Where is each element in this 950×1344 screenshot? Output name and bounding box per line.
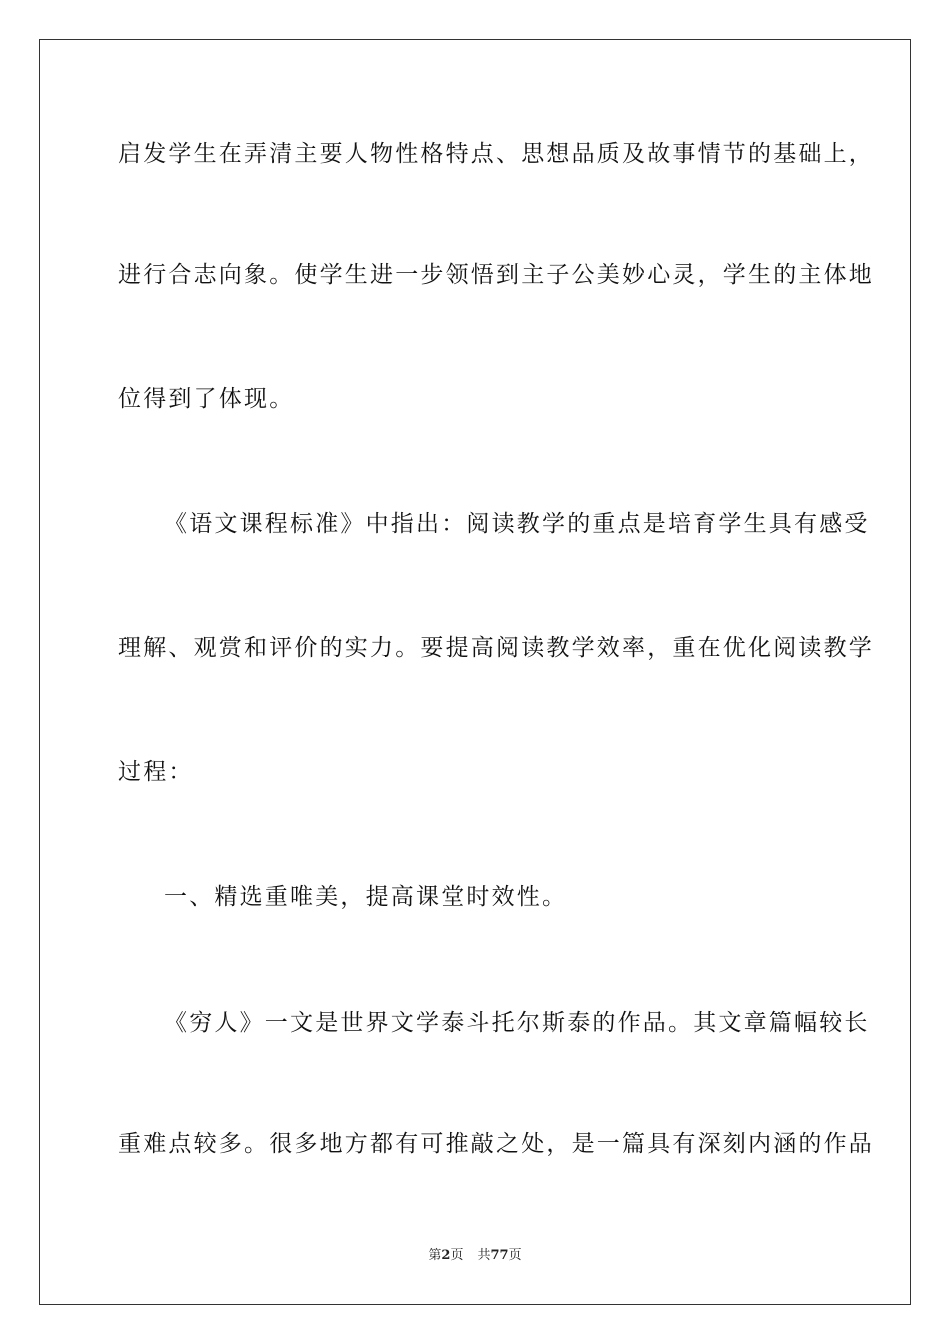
footer-total-suffix: 页 — [508, 1248, 522, 1263]
body-text-line-1: 启发学生在弄清主要人物性格特点、思想品质及故事情节的基础上， — [118, 141, 874, 167]
body-text-line-2: 进行合志向象。使学生进一步领悟到主子公美妙心灵，学生的主体地 — [118, 262, 874, 288]
body-text-line-6: 过程： — [118, 759, 194, 785]
footer-total-pages: 77 — [490, 1248, 509, 1263]
footer-page-suffix: 页 — [450, 1248, 464, 1263]
section-heading: 一、精选重唯美，提高课堂时效性。 — [164, 884, 568, 910]
footer-page-prefix: 第 — [428, 1248, 442, 1263]
footer-total-prefix: 共 — [477, 1248, 491, 1263]
page-footer — [0, 1248, 950, 1264]
body-text-line-5: 理解、观赏和评价的实力。要提高阅读教学效率，重在优化阅读教学 — [118, 635, 874, 661]
body-text-line-3: 位得到了体现。 — [118, 386, 295, 412]
footer-page-number: 2 — [441, 1248, 451, 1263]
body-text-line-9: 重难点较多。很多地方都有可推敲之处，是一篇具有深刻内涵的作品 — [118, 1131, 874, 1157]
page-border — [39, 39, 911, 1305]
body-text-line-4: 《语文课程标准》中指出：阅读教学的重点是培育学生具有感受 — [164, 511, 870, 537]
body-text-line-8: 《穷人》一文是世界文学泰斗托尔斯泰的作品。其文章篇幅较长 — [164, 1010, 870, 1036]
